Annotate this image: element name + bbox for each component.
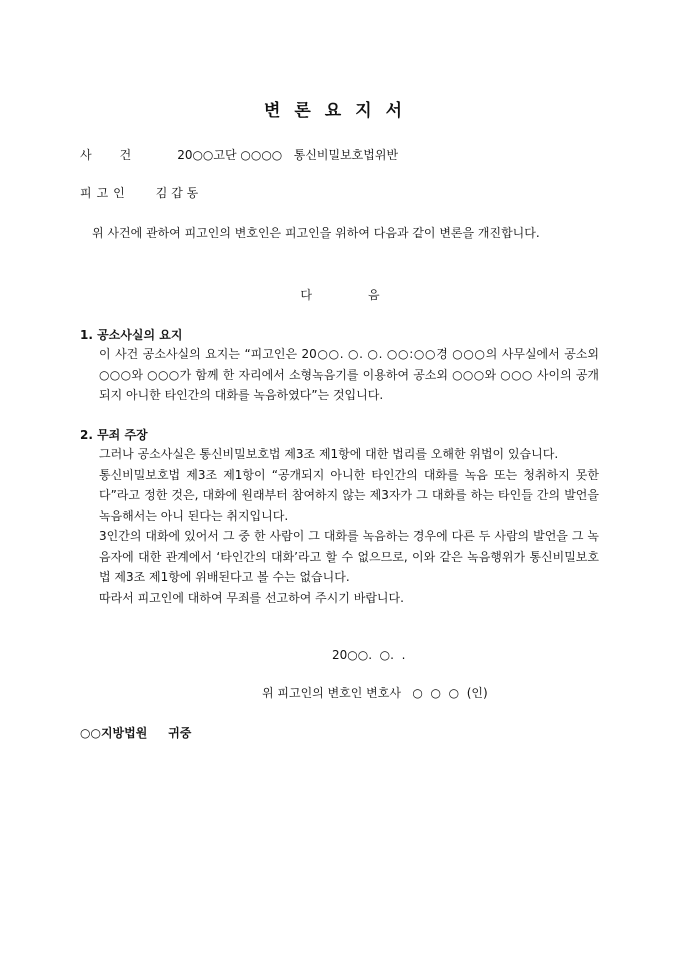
section2-title: 2. 무죄 주장 [80, 428, 148, 442]
section2-paragraph: 따라서 피고인에 대하여 무죄를 선고하여 주시기 바랍니다. [99, 590, 404, 605]
case-label: 사건 [80, 148, 160, 162]
intro-paragraph [80, 222, 580, 244]
section1-paragraph: 이 사건 공소사실의 요지는 “피고인은 20○○. ○. ○. ○○:○○경 ○○○의 사무실에서 공소외 ○○○와 ○○○가 함께 한 자리에서 소형녹음기를 이용하여 공소외 ○○○와 ○○○ 사이의 공개되지 아니한 타인간의 대화를 녹음하였다”는 것입니다. [99, 347, 599, 402]
signature-line: 위 피고인의 변호인 변호사 ○ ○ ○ (인) [262, 686, 488, 700]
intro-text: 위 사건에 관하여 피고인의 변호인은 피고인을 위하여 다음과 같이 변론을 개진합니다. [92, 226, 540, 240]
section2-paragraph: 그러나 공소사실은 통신비밀보호법 제3조 제1항에 대한 법리를 오해한 위법이 있습니다. [99, 447, 559, 461]
dae-eum-heading: 다음 [300, 288, 436, 302]
case-value: 20○○고단 ○○○○ 통신비밀보호법위반 [177, 148, 399, 162]
section2-paragraph: 3인간의 대화에 있어서 그 중 한 사람이 그 대화를 녹음하는 경우에 다른 두 사람의 발언을 그 녹음자에 대한 관계에서 ‘타인간의 대화’라고 할 수 없으므로, 이와 같은 녹음행위가 통신비밀보호법 제3조 제1항에 위배된다고 볼 수는 없습니다. [99, 529, 599, 584]
defendant-value: 김 갑 동 [155, 186, 199, 200]
section1-body [99, 344, 599, 406]
document-date: 20○○. ○. . [332, 648, 406, 662]
court-addressee: ○○지방법원 귀중 [80, 726, 192, 740]
defendant-label: 피고인 [80, 186, 130, 200]
case-row [80, 146, 398, 163]
document-title: 변론요지서 [263, 101, 417, 121]
section1-title: 1. 공소사실의 요지 [80, 328, 183, 342]
section2-body [99, 444, 599, 608]
defendant-row [80, 184, 198, 201]
section2-paragraph: 통신비밀보호법 제3조 제1항이 “공개되지 아니한 타인간의 대화를 녹음 또는 청취하지 못한다”라고 정한 것은, 대화에 원래부터 참여하지 않는 제3자가 그 대화를 하는 타인들 간의 발언을 녹음해서는 아니 된다는 취지입니다. [99, 467, 599, 523]
